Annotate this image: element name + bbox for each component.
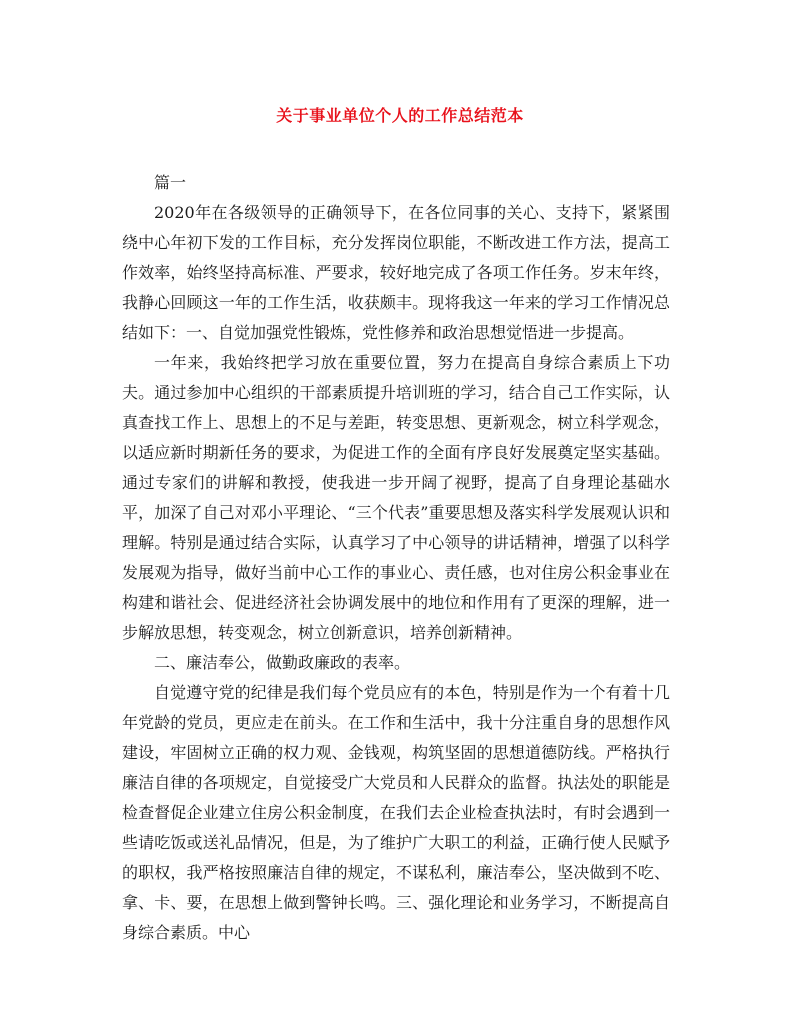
paragraph: 自觉遵守党的纪律是我们每个党员应有的本色，特别是作为一个有着十几年党龄的党员，更应走在前头。在工作和生活中，我十分注重自身的思想作风建设，牢固树立正确的权力观、金钱观，构筑坚固的思想道德防线。严格执行廉洁自律的各项规定，自觉接受广大党员和人民群众的监督。执法处的职能是检查督促企业建立住房公积金制度，在我们去企业检查执法时，有时会遇到一些请吃饭或送礼品情况，但是，为了维护广大职工的利益，正确行使人民赋予的职权，我严格按照廉洁自律的规定，不谋私利，廉洁奉公，坚决做到不吃、拿、卡、要，在思想上做到警钟长鸣。三、强化理论和业务学习，不断提高自身综合素质。中心 xyxy=(122,683,670,942)
document-title: 关于事业单位个人的工作总结范本 xyxy=(276,106,524,125)
section-heading: 二、廉洁奉公，做勤政廉政的表率。 xyxy=(154,653,411,672)
document-body xyxy=(122,168,670,948)
paragraph: 一年来，我始终把学习放在重要位置，努力在提高自身综合素质上下功夫。通过参加中心组织的干部素质提升培训班的学习，结合自己工作实际，认真查找工作上、思想上的不足与差距，转变思想、更新观念，树立科学观念，以适应新时期新任务的要求，为促进工作的全面有序良好发展奠定坚实基础。通过专家们的讲解和教授，使我进一步开阔了视野，提高了自身理论基础水平，加深了自己对邓小平理论、“三个代表”重要思想及落实科学发展观认识和理解。特别是通过结合实际，认真学习了中心领导的讲话精神，增强了以科学发展观为指导，做好当前中心工作的事业心、责任感，也对住房公积金事业在构建和谐社会、促进经济社会协调发展中的地位和作用有了更深的理解，进一步解放思想，转变观念，树立创新意识，培养创新精神。 xyxy=(122,353,670,642)
section-label: 篇一 xyxy=(154,173,187,192)
paragraph: 2020年在各级领导的正确领导下，在各位同事的关心、支持下，紧紧围绕中心年初下发的工作目标，充分发挥岗位职能，不断改进工作方法，提高工作效率，始终坚持高标准、严要求，较好地完成了各项工作任务。岁末年终，我静心回顾这一年的工作生活，收获颇丰。现将我这一年来的学习工作情况总结如下：一、自觉加强党性锻炼，党性修养和政治思想觉悟进一步提高。 xyxy=(122,203,670,342)
